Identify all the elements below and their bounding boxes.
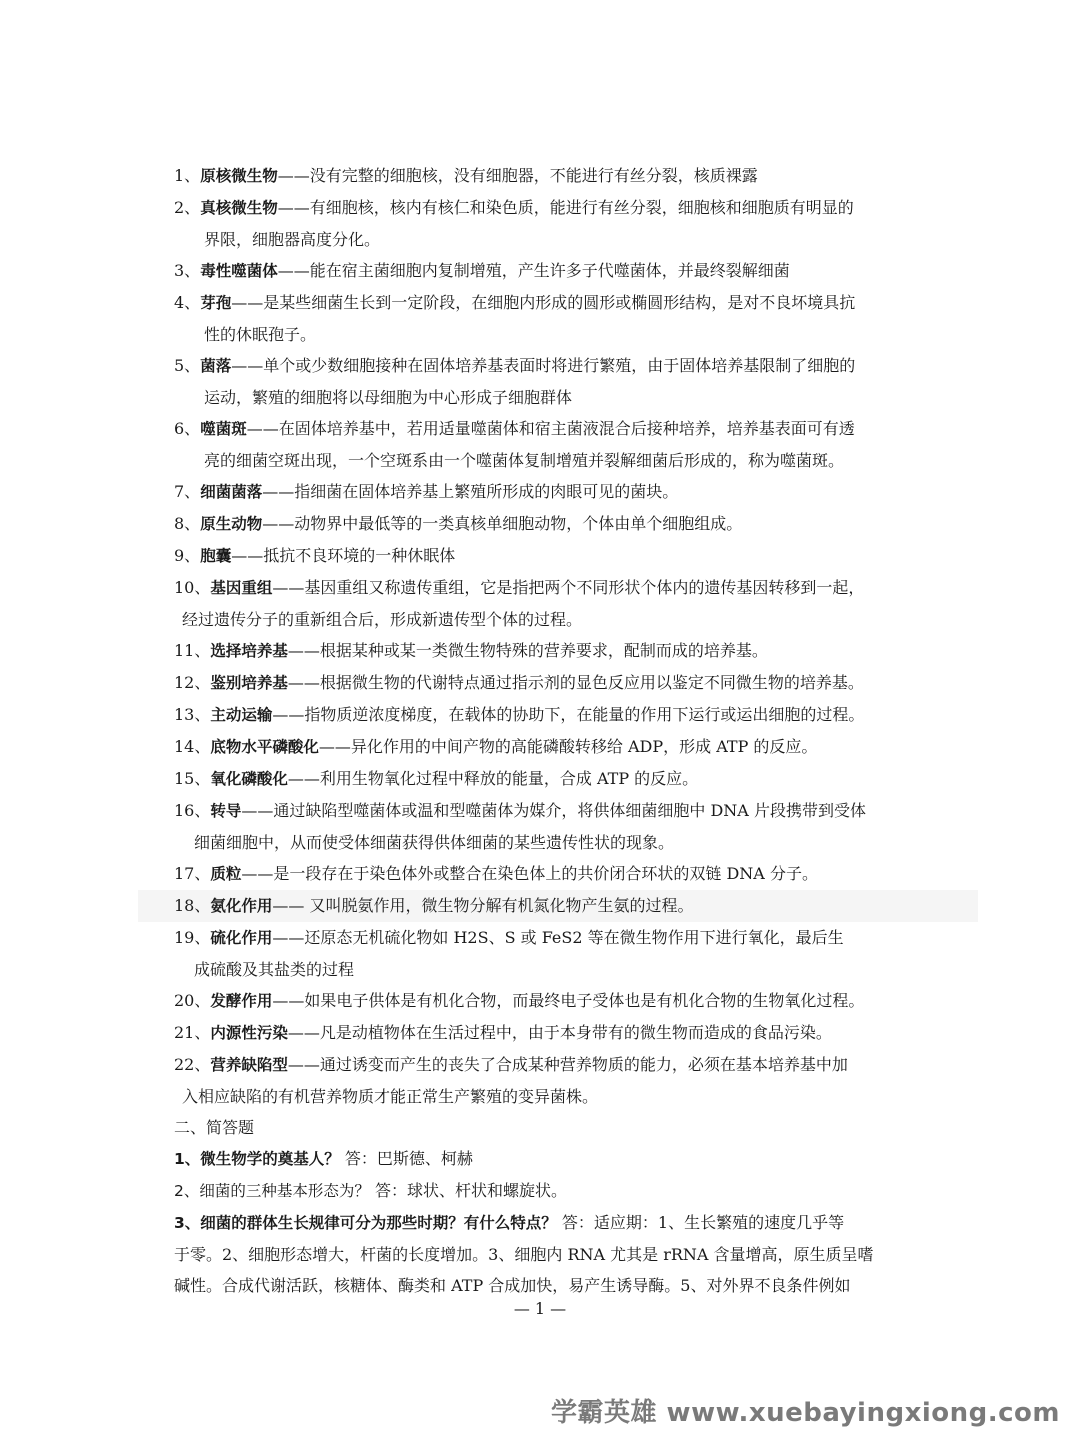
term-separator: —— xyxy=(287,641,320,660)
definition-text: 又叫脱氨作用，微生物分解有机氮化物产生氨的过程。 xyxy=(304,896,694,915)
entry-number: 16、 xyxy=(174,801,211,820)
definition-entry xyxy=(174,255,944,287)
term-separator: —— xyxy=(231,293,264,312)
definition-entry xyxy=(174,540,944,572)
definition-term: 毒性噬菌体 xyxy=(200,262,278,280)
definition-entry xyxy=(174,922,944,985)
entry-number: 17、 xyxy=(174,864,211,883)
entry-number: 2、 xyxy=(174,198,201,217)
definition-entry xyxy=(174,572,944,635)
entry-number: 12、 xyxy=(174,673,211,692)
question-list xyxy=(174,1143,944,1301)
term-separator: —— xyxy=(272,928,305,947)
definition-line xyxy=(174,192,944,224)
definition-text: 基因重组又称遗传重组，它是指把两个不同形状个体内的遗传基因转移到一起， xyxy=(304,578,865,597)
definition-entry xyxy=(174,731,944,763)
definition-term: 噬菌斑 xyxy=(200,420,247,438)
definition-term: 菌落 xyxy=(200,357,232,375)
entry-number: 1、 xyxy=(174,166,201,185)
entry-number: 7、 xyxy=(174,482,201,501)
definition-text: 是一段存在于染色体外或整合在染色体上的共价闭合环状的双链 DNA 分子。 xyxy=(273,864,818,883)
definition-term: 基因重组 xyxy=(210,579,273,597)
definition-line xyxy=(174,667,944,699)
definition-line xyxy=(174,350,944,382)
definition-term: 内源性污染 xyxy=(210,1024,288,1042)
document-body xyxy=(174,160,944,1301)
entry-number: 4、 xyxy=(174,293,201,312)
term-separator: —— xyxy=(287,1055,320,1074)
definition-line xyxy=(174,255,944,287)
page-number: — 1 — xyxy=(513,1299,567,1318)
answer-text: 答：球状、杆状和螺旋状。 xyxy=(369,1181,567,1200)
definition-continuation: 入相应缺陷的有机营养物质才能正常生产繁殖的变异菌株。 xyxy=(182,1087,599,1106)
definition-entry xyxy=(174,160,944,192)
definition-term: 芽孢 xyxy=(200,294,232,312)
definition-entry xyxy=(174,1017,944,1049)
definition-entry xyxy=(138,890,978,922)
definition-entry xyxy=(174,350,944,413)
entry-number: 19、 xyxy=(174,928,211,947)
definition-entry xyxy=(174,287,944,350)
definition-text: 指细菌在固体培养基上繁殖所形成的肉眼可见的菌块。 xyxy=(294,482,679,501)
definition-term: 选择培养基 xyxy=(210,642,288,660)
entry-number: 14、 xyxy=(174,737,211,756)
definition-line xyxy=(174,858,944,890)
definition-text: 通过诱变而产生的丧失了合成某种营养物质的能力，必须在基本培养基中加 xyxy=(319,1055,848,1074)
question-line xyxy=(174,1143,944,1175)
definition-line xyxy=(174,922,944,954)
definition-term: 原核微生物 xyxy=(200,167,278,185)
definition-entry xyxy=(174,699,944,731)
definition-text: 根据微生物的代谢特点通过指示剂的显色反应用以鉴定不同微生物的培养基。 xyxy=(319,673,864,692)
definition-line xyxy=(174,699,944,731)
term-separator: —— xyxy=(262,482,295,501)
term-separator: —— xyxy=(241,801,274,820)
definition-term: 氧化磷酸化 xyxy=(210,770,288,788)
entry-number: 3、 xyxy=(174,261,201,280)
definition-entry xyxy=(174,858,944,890)
entry-number: 13、 xyxy=(174,705,211,724)
definition-term: 底物水平磷酸化 xyxy=(210,738,319,756)
question-line xyxy=(174,1207,944,1239)
term-separator: —— xyxy=(277,166,310,185)
definition-line xyxy=(174,1017,944,1049)
definition-entry xyxy=(174,795,944,858)
definition-entry xyxy=(174,192,944,255)
term-separator: —— xyxy=(287,673,320,692)
question-item xyxy=(174,1207,944,1301)
definition-text: 通过缺陷型噬菌体或温和型噬菌体为媒介，将供体细菌细胞中 DNA 片段携带到受体 xyxy=(273,801,866,820)
definition-line xyxy=(174,795,944,827)
term-separator: —— xyxy=(246,419,279,438)
definition-text: 异化作用的中间产物的高能磷酸转移给 ADP，形成 ATP 的反应。 xyxy=(350,737,818,756)
entry-number: 22、 xyxy=(174,1055,211,1074)
entry-number: 8、 xyxy=(174,514,201,533)
entry-number: 5、 xyxy=(174,356,201,375)
definition-term: 转导 xyxy=(210,802,242,820)
definition-text: 还原态无机硫化物如 H2S、S 或 FeS2 等在微生物作用下进行氧化，最后生 xyxy=(304,928,844,947)
definition-entry xyxy=(174,413,944,476)
definition-text: 动物界中最低等的一类真核单细胞动物，个体由单个细胞组成。 xyxy=(294,514,743,533)
definition-term: 主动运输 xyxy=(210,706,273,724)
definition-text: 抵抗不良环境的一种休眠体 xyxy=(263,546,456,565)
term-separator: —— xyxy=(272,991,305,1010)
answer-continuation: 碱性。合成代谢活跃，核糖体、酶类和 ATP 合成加快，易产生诱导酶。5、对外界不良条件例如 xyxy=(174,1276,851,1295)
term-separator: —— xyxy=(231,546,264,565)
question-text: 2、细菌的三种基本形态为？ xyxy=(174,1182,370,1200)
term-separator: —— xyxy=(277,198,310,217)
definition-continuation: 运动，繁殖的细胞将以母细胞为中心形成子细胞群体 xyxy=(204,388,573,407)
entry-number: 15、 xyxy=(174,769,211,788)
term-separator: —— xyxy=(287,769,320,788)
question-item xyxy=(174,1143,944,1175)
definition-term: 鉴别培养基 xyxy=(210,674,288,692)
term-separator: —— xyxy=(277,261,310,280)
definition-continuation: 成硫酸及其盐类的过程 xyxy=(194,960,355,979)
answer-text: 答：适应期：1、生长繁殖的速度几乎等 xyxy=(556,1213,845,1232)
definition-term: 原生动物 xyxy=(200,515,263,533)
definition-term: 发酵作用 xyxy=(210,992,273,1010)
definition-text: 没有完整的细胞核，没有细胞器，不能进行有丝分裂，核质裸露 xyxy=(309,166,758,185)
definition-line xyxy=(174,763,944,795)
definition-continuation: 细菌细胞中，从而使受体细菌获得供体细菌的某些遗传性状的现象。 xyxy=(194,833,675,852)
definition-text: 凡是动植物体在生活过程中，由于本身带有的微生物而造成的食品污染。 xyxy=(319,1023,832,1042)
definition-list xyxy=(174,160,944,1112)
definition-continuation: 界限，细胞器高度分化。 xyxy=(204,230,381,249)
definition-entry xyxy=(174,476,944,508)
definition-line xyxy=(174,413,944,445)
definition-entry xyxy=(174,667,944,699)
definition-line xyxy=(174,572,944,604)
definition-text: 单个或少数细胞接种在固体培养基表面时将进行繁殖，由于固体培养基限制了细胞的 xyxy=(263,356,856,375)
term-separator: —— xyxy=(287,1023,320,1042)
site-watermark: 学霸英雄 www.xuebayingxiong.com xyxy=(551,1398,1060,1428)
definition-term: 细菌菌落 xyxy=(200,483,263,501)
entry-number: 10、 xyxy=(174,578,211,597)
definition-line xyxy=(174,731,944,763)
definition-text: 有细胞核，核内有核仁和染色质，能进行有丝分裂，细胞核和细胞质有明显的 xyxy=(309,198,854,217)
definition-line xyxy=(174,1049,944,1081)
definition-line xyxy=(174,160,944,192)
definition-text: 是某些细菌生长到一定阶段，在细胞内形成的圆形或椭圆形结构，是对不良坏境具抗 xyxy=(263,293,856,312)
answer-continuation: 于零。2、细胞形态增大，杆菌的长度增加。3、细胞内 RNA 尤其是 rRNA 含量增高，原生质呈嗜 xyxy=(174,1245,874,1264)
definition-continuation: 亮的细菌空斑出现，一个空斑系由一个噬菌体复制增殖并裂解细菌后形成的，称为噬菌斑。 xyxy=(204,451,845,470)
entry-number: 11、 xyxy=(174,641,211,660)
question-line xyxy=(174,1175,944,1207)
definition-text: 根据某种或某一类微生物特殊的营养要求，配制而成的培养基。 xyxy=(319,641,768,660)
definition-text: 如果电子供体是有机化合物，而最终电子受体也是有机化合物的生物氧化过程。 xyxy=(304,991,865,1010)
definition-entry xyxy=(174,635,944,667)
definition-line xyxy=(174,540,944,572)
definition-line xyxy=(174,890,978,922)
definition-text: 利用生物氧化过程中释放的能量，合成 ATP 的反应。 xyxy=(319,769,699,788)
definition-entry xyxy=(174,1049,944,1112)
answer-text: 答：巴斯德、柯赫 xyxy=(339,1149,473,1168)
definition-text: 指物质逆浓度梯度，在载体的协助下，在能量的作用下运行或运出细胞的过程。 xyxy=(304,705,865,724)
definition-continuation: 经过遗传分子的重新组合后，形成新遗传型个体的过程。 xyxy=(182,610,583,629)
term-separator: —— xyxy=(272,896,305,915)
question-text: 1、微生物学的奠基人？ xyxy=(174,1150,340,1168)
definition-line xyxy=(174,287,944,319)
definition-line xyxy=(174,508,944,540)
question-item xyxy=(174,1175,944,1207)
definition-entry xyxy=(174,985,944,1017)
definition-continuation: 性的休眠孢子。 xyxy=(204,325,317,344)
question-text: 3、细菌的群体生长规律可分为那些时期？有什么特点？ xyxy=(174,1214,557,1232)
definition-term: 氨化作用 xyxy=(210,897,273,915)
entry-number: 21、 xyxy=(174,1023,211,1042)
entry-number: 6、 xyxy=(174,419,201,438)
definition-line xyxy=(174,985,944,1017)
definition-text: 能在宿主菌细胞内复制增殖，产生许多子代噬菌体，并最终裂解细菌 xyxy=(309,261,790,280)
section-title: 二、简答题 xyxy=(174,1118,255,1137)
term-separator: —— xyxy=(262,514,295,533)
term-separator: —— xyxy=(272,705,305,724)
definition-term: 营养缺陷型 xyxy=(210,1056,288,1074)
definition-entry xyxy=(174,508,944,540)
definition-term: 胞囊 xyxy=(200,547,232,565)
definition-term: 真核微生物 xyxy=(200,199,278,217)
entry-number: 18、 xyxy=(174,896,211,915)
term-separator: —— xyxy=(272,578,305,597)
definition-text: 在固体培养基中，若用适量噬菌体和宿主菌液混合后接种培养，培养基表面可有透 xyxy=(278,419,855,438)
entry-number: 20、 xyxy=(174,991,211,1010)
definition-line xyxy=(174,635,944,667)
term-separator: —— xyxy=(318,737,351,756)
definition-entry xyxy=(174,763,944,795)
term-separator: —— xyxy=(241,864,274,883)
definition-line xyxy=(174,476,944,508)
definition-term: 硫化作用 xyxy=(210,929,273,947)
definition-term: 质粒 xyxy=(210,865,242,883)
entry-number: 9、 xyxy=(174,546,201,565)
term-separator: —— xyxy=(231,356,264,375)
